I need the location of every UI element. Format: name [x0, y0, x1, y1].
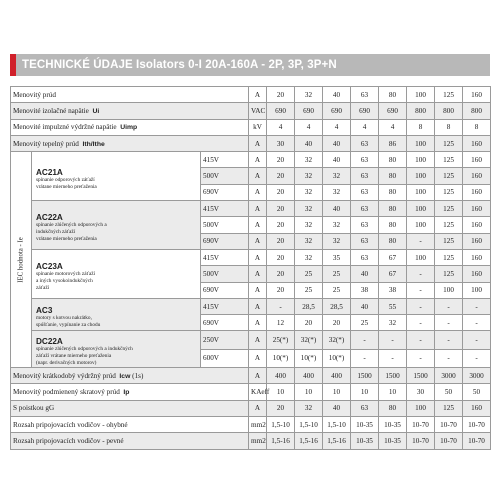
value-cell: 400	[323, 368, 351, 384]
value-cell: 160	[463, 266, 491, 282]
value-cell: 8	[463, 119, 491, 135]
value-cell: 4	[351, 119, 379, 135]
value-cell: 125	[435, 152, 463, 168]
unit-cell: mm2	[249, 433, 267, 449]
value-cell: -	[267, 298, 295, 314]
table-row	[11, 135, 491, 151]
value-cell: 100	[407, 184, 435, 200]
value-cell: -	[407, 298, 435, 314]
iec-label: IEC hodnota - Ie	[17, 236, 25, 283]
row-label-text: Rozsah pripojovacích vodičov - pevné	[13, 436, 124, 445]
value-cell: 32	[295, 400, 323, 416]
row-label-text: Menovitý podmienený skratový prúd	[13, 388, 120, 397]
value-cell: 10	[295, 384, 323, 400]
value-cell: -	[407, 266, 435, 282]
value-cell: 63	[351, 152, 379, 168]
unit-cell: A	[249, 315, 267, 331]
value-cell: 80	[379, 168, 407, 184]
row-label-text: Menovitý prúd	[13, 90, 56, 99]
category-code: AC21A	[36, 167, 63, 177]
value-cell: 63	[351, 184, 379, 200]
category-cell	[32, 331, 201, 368]
category-code: DC22A	[36, 337, 63, 347]
value-cell: 8	[435, 119, 463, 135]
value-cell: 38	[351, 282, 379, 298]
category-cell	[32, 201, 201, 250]
row-label-text: Menovité izolačné napätie	[13, 106, 89, 115]
value-cell: 67	[379, 249, 407, 265]
value-cell: 63	[351, 400, 379, 416]
value-cell: 1,5-16	[323, 433, 351, 449]
row-symbol: Ip	[123, 389, 130, 397]
value-cell: 63	[351, 135, 379, 151]
value-cell: -	[435, 349, 463, 367]
category-cell	[32, 298, 201, 331]
value-cell: 25	[295, 282, 323, 298]
value-cell: 80	[379, 217, 407, 233]
value-cell: 1,5-10	[295, 416, 323, 432]
unit-cell: kV	[249, 119, 267, 135]
value-cell: 10-70	[435, 433, 463, 449]
unit-cell: A	[249, 349, 267, 367]
voltage-cell: 415V	[201, 298, 249, 314]
value-cell: 4	[295, 119, 323, 135]
category-description	[36, 315, 174, 329]
row-label	[11, 135, 249, 151]
value-cell: 100	[435, 282, 463, 298]
value-cell: 32	[295, 201, 323, 217]
value-cell: 20	[267, 87, 295, 103]
value-cell: 32	[295, 217, 323, 233]
value-cell: -	[407, 315, 435, 331]
unit-cell: A	[249, 87, 267, 103]
value-cell: 32	[295, 233, 323, 249]
unit-cell: VAC	[249, 103, 267, 119]
value-cell: 10(*)	[323, 349, 351, 367]
value-cell: 32	[323, 233, 351, 249]
value-cell: 40	[323, 135, 351, 151]
value-cell: 30	[267, 135, 295, 151]
spec-table	[10, 86, 491, 450]
value-cell: -	[435, 331, 463, 349]
value-cell: 1,5-16	[267, 433, 295, 449]
value-cell: 25	[351, 315, 379, 331]
table-row	[11, 433, 491, 449]
voltage-cell: 250V	[201, 331, 249, 349]
value-cell: 32(*)	[295, 331, 323, 349]
category-code: AC23A	[36, 262, 63, 272]
value-cell: 80	[379, 152, 407, 168]
voltage-cell: 415V	[201, 249, 249, 265]
value-cell: -	[407, 233, 435, 249]
unit-cell: A	[249, 135, 267, 151]
unit-cell: A	[249, 400, 267, 416]
value-cell: 1500	[379, 368, 407, 384]
value-cell: 125	[435, 266, 463, 282]
value-cell: 1,5-16	[295, 433, 323, 449]
value-cell: -	[435, 315, 463, 331]
category-description-line: (napr. derivačných motorov)	[36, 360, 97, 367]
value-cell: 20	[267, 400, 295, 416]
row-label-text: S poistkou gG	[13, 404, 55, 413]
value-cell: 100	[407, 217, 435, 233]
value-cell: 4	[323, 119, 351, 135]
value-cell: 800	[407, 103, 435, 119]
category-description	[36, 222, 174, 243]
value-cell: 10-70	[407, 416, 435, 432]
value-cell: 10-70	[435, 416, 463, 432]
category-description-line: záťaží	[36, 284, 50, 291]
value-cell: 100	[407, 201, 435, 217]
unit-cell: A	[249, 368, 267, 384]
voltage-cell: 500V	[201, 217, 249, 233]
value-cell: 125	[435, 201, 463, 217]
row-label	[11, 416, 249, 432]
value-cell: -	[435, 298, 463, 314]
table-row	[11, 416, 491, 432]
value-cell: 32	[323, 217, 351, 233]
value-cell: 400	[295, 368, 323, 384]
row-label	[11, 384, 249, 400]
value-cell: 32	[295, 168, 323, 184]
category-description-line: indukčných záťaží	[36, 229, 76, 236]
category-description	[36, 346, 174, 367]
category-description-line: spínanie zlúčených odporových a	[36, 222, 107, 229]
value-cell: 80	[379, 400, 407, 416]
value-cell: 100	[407, 152, 435, 168]
value-cell: 160	[463, 233, 491, 249]
value-cell: 50	[463, 384, 491, 400]
value-cell: 40	[351, 266, 379, 282]
value-cell: 50	[435, 384, 463, 400]
category-description-line: záťaží vrátane mierneho preťaženia	[36, 353, 112, 360]
value-cell: 25	[295, 266, 323, 282]
value-cell: 3000	[435, 368, 463, 384]
row-label	[11, 119, 249, 135]
value-cell: 20	[267, 282, 295, 298]
value-cell: 40	[323, 152, 351, 168]
table-row	[11, 152, 491, 168]
row-symbol: Ith/Ithe	[82, 140, 105, 148]
unit-cell: A	[249, 298, 267, 314]
row-label-text: Menovitý tepelný prúd	[13, 139, 79, 148]
value-cell: -	[379, 349, 407, 367]
value-cell: 160	[463, 201, 491, 217]
value-cell: 12	[267, 315, 295, 331]
value-cell: 20	[267, 201, 295, 217]
value-cell: -	[463, 315, 491, 331]
value-cell: 86	[379, 135, 407, 151]
value-cell: 67	[379, 266, 407, 282]
row-label-text: Menovité impulzné výdržné napätie	[13, 123, 117, 132]
value-cell: -	[379, 331, 407, 349]
iec-label-cell	[11, 152, 32, 368]
unit-cell: KAeff	[249, 384, 267, 400]
value-cell: 10	[267, 384, 295, 400]
value-cell: 20	[295, 315, 323, 331]
category-description-line: spínanie odporových záťaží	[36, 176, 95, 183]
value-cell: -	[407, 349, 435, 367]
title-bar	[10, 54, 490, 76]
value-cell: 30	[407, 384, 435, 400]
value-cell: 125	[435, 400, 463, 416]
value-cell: 63	[351, 233, 379, 249]
value-cell: 10-35	[351, 433, 379, 449]
category-description	[36, 177, 174, 191]
table-row	[11, 249, 491, 265]
value-cell: 32(*)	[323, 331, 351, 349]
value-cell: 100	[407, 135, 435, 151]
voltage-cell: 500V	[201, 168, 249, 184]
unit-cell: A	[249, 217, 267, 233]
title-bold: TECHNICKÉ ÚDAJE	[22, 59, 133, 71]
table-row	[11, 103, 491, 119]
value-cell: 3000	[463, 368, 491, 384]
category-description-line: vrátane mierneho preťaženia	[36, 235, 97, 242]
unit-cell: A	[249, 282, 267, 298]
unit-cell: A	[249, 201, 267, 217]
category-code: AC22A	[36, 213, 63, 223]
value-cell: 63	[351, 87, 379, 103]
value-cell: 10-70	[463, 416, 491, 432]
value-cell: 125	[435, 168, 463, 184]
value-cell: 80	[379, 233, 407, 249]
category-cell	[32, 152, 201, 201]
voltage-cell: 690V	[201, 282, 249, 298]
value-cell: 125	[435, 217, 463, 233]
value-cell: 35	[323, 249, 351, 265]
value-cell: 10	[379, 384, 407, 400]
table-row	[11, 400, 491, 416]
value-cell: 125	[435, 135, 463, 151]
value-cell: 32	[295, 249, 323, 265]
category-cell	[32, 249, 201, 298]
row-symbol: Ui	[92, 107, 100, 115]
value-cell: 20	[323, 315, 351, 331]
value-cell: 32	[323, 168, 351, 184]
value-cell: 63	[351, 217, 379, 233]
category-description-line: a iných vysokoindukčných	[36, 277, 93, 284]
row-label	[11, 433, 249, 449]
table-row	[11, 368, 491, 384]
table-row	[11, 298, 491, 314]
value-cell: 100	[407, 400, 435, 416]
value-cell: 20	[267, 168, 295, 184]
value-cell: 25(*)	[267, 331, 295, 349]
table-row	[11, 201, 491, 217]
value-cell: 100	[407, 87, 435, 103]
title-rest: Isolators 0-I 20A-160A - 2P, 3P, 3P+N	[132, 59, 337, 71]
value-cell: 125	[435, 249, 463, 265]
value-cell: 80	[379, 184, 407, 200]
unit-cell: mm2	[249, 416, 267, 432]
category-description-line: motory s kotvou nakrátko,	[36, 315, 92, 322]
value-cell: 63	[351, 201, 379, 217]
value-cell: -	[463, 298, 491, 314]
value-cell: 1,5-10	[267, 416, 295, 432]
value-cell: 690	[295, 103, 323, 119]
voltage-cell: 690V	[201, 315, 249, 331]
value-cell: 1500	[407, 368, 435, 384]
row-label	[11, 368, 249, 384]
value-cell: 400	[267, 368, 295, 384]
category-code: AC3	[36, 306, 53, 316]
value-cell: -	[407, 331, 435, 349]
value-cell: 10-70	[463, 433, 491, 449]
row-label-text: Menovitý krátkodobý výdržný prúd	[13, 371, 116, 380]
value-cell: 20	[267, 217, 295, 233]
voltage-cell: 500V	[201, 266, 249, 282]
value-cell: 25	[323, 266, 351, 282]
value-cell: 690	[323, 103, 351, 119]
value-cell: 8	[407, 119, 435, 135]
table-row	[11, 384, 491, 400]
value-cell: 80	[379, 201, 407, 217]
value-cell: -	[407, 282, 435, 298]
value-cell: 20	[267, 266, 295, 282]
value-cell: 100	[407, 249, 435, 265]
table-row	[11, 331, 491, 349]
value-cell: 160	[463, 249, 491, 265]
value-cell: 40	[295, 135, 323, 151]
category-description-line: spínanie motorových záťaží	[36, 271, 96, 278]
row-label	[11, 103, 249, 119]
value-cell: 1500	[351, 368, 379, 384]
value-cell: 160	[463, 217, 491, 233]
value-cell: 32	[295, 184, 323, 200]
value-cell: 20	[267, 152, 295, 168]
row-suffix: (1s)	[130, 371, 144, 380]
value-cell: 25	[323, 282, 351, 298]
value-cell: 32	[323, 184, 351, 200]
value-cell: 1,5-10	[323, 416, 351, 432]
unit-cell: A	[249, 233, 267, 249]
table-row	[11, 87, 491, 103]
value-cell: 160	[463, 87, 491, 103]
voltage-cell: 415V	[201, 152, 249, 168]
unit-cell: A	[249, 266, 267, 282]
value-cell: 10-70	[407, 433, 435, 449]
voltage-cell: 690V	[201, 233, 249, 249]
unit-cell: A	[249, 152, 267, 168]
value-cell: 10(*)	[295, 349, 323, 367]
value-cell: 38	[379, 282, 407, 298]
value-cell: 63	[351, 249, 379, 265]
value-cell: 160	[463, 135, 491, 151]
row-label-text: Rozsah pripojovacích vodičov - ohybné	[13, 420, 128, 429]
unit-cell: A	[249, 331, 267, 349]
value-cell: -	[463, 331, 491, 349]
value-cell: 160	[463, 152, 491, 168]
value-cell: 20	[267, 249, 295, 265]
value-cell: 690	[351, 103, 379, 119]
row-label	[11, 87, 249, 103]
value-cell: 10-35	[379, 416, 407, 432]
value-cell: 40	[323, 201, 351, 217]
value-cell: 32	[295, 87, 323, 103]
value-cell: 10	[351, 384, 379, 400]
value-cell: 160	[463, 184, 491, 200]
unit-cell: A	[249, 168, 267, 184]
value-cell: 28,5	[295, 298, 323, 314]
value-cell: 125	[435, 233, 463, 249]
value-cell: 4	[267, 119, 295, 135]
value-cell: 690	[267, 103, 295, 119]
unit-cell: A	[249, 184, 267, 200]
value-cell: 40	[351, 298, 379, 314]
category-description-line: vrátane mierneho preťaženia	[36, 183, 97, 190]
value-cell: 80	[379, 87, 407, 103]
voltage-cell: 690V	[201, 184, 249, 200]
value-cell: 32	[379, 315, 407, 331]
value-cell: 100	[407, 168, 435, 184]
row-label	[11, 400, 249, 416]
value-cell: -	[351, 331, 379, 349]
table-row	[11, 119, 491, 135]
value-cell: 160	[463, 400, 491, 416]
value-cell: 4	[379, 119, 407, 135]
value-cell: 10-35	[351, 416, 379, 432]
category-description-line: spínanie zlúčených odporových a indukčných	[36, 346, 133, 353]
value-cell: 40	[323, 87, 351, 103]
voltage-cell: 600V	[201, 349, 249, 367]
category-description	[36, 271, 174, 292]
value-cell: 28,5	[323, 298, 351, 314]
value-cell: 100	[463, 282, 491, 298]
value-cell: 690	[379, 103, 407, 119]
value-cell: -	[351, 349, 379, 367]
row-symbol: Icw	[119, 372, 131, 380]
value-cell: 800	[435, 103, 463, 119]
value-cell: 20	[267, 233, 295, 249]
value-cell: 125	[435, 87, 463, 103]
category-description-line: spúšťanie, vypínanie za chodu	[36, 322, 101, 329]
value-cell: 55	[379, 298, 407, 314]
unit-cell: A	[249, 249, 267, 265]
row-symbol: Uimp	[120, 124, 138, 132]
page-title	[16, 59, 337, 71]
value-cell: 32	[295, 152, 323, 168]
voltage-cell: 415V	[201, 201, 249, 217]
value-cell: 10	[323, 384, 351, 400]
value-cell: -	[463, 349, 491, 367]
value-cell: 160	[463, 168, 491, 184]
value-cell: 10(*)	[267, 349, 295, 367]
value-cell: 20	[267, 184, 295, 200]
value-cell: 63	[351, 168, 379, 184]
value-cell: 40	[323, 400, 351, 416]
value-cell: 125	[435, 184, 463, 200]
value-cell: 10-35	[379, 433, 407, 449]
value-cell: 800	[463, 103, 491, 119]
